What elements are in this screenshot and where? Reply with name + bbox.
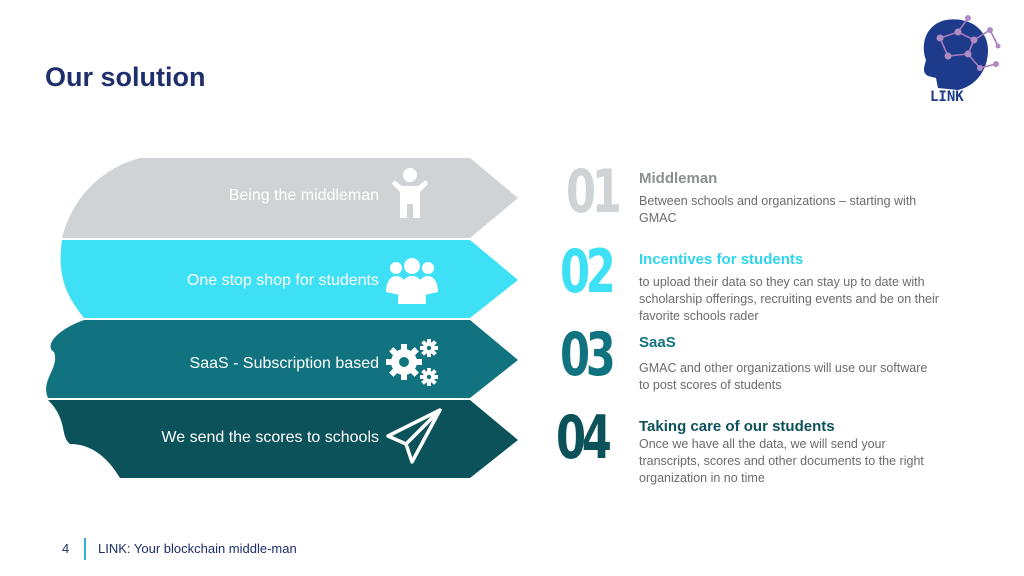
item-body: Between schools and organizations – starting with GMAC [639, 194, 917, 225]
item-heading: Incentives for students [639, 251, 804, 268]
logo-text: LINK [930, 89, 964, 105]
item-body: GMAC and other organizations will use our software to post scores of students [639, 361, 928, 392]
footer-text: LINK: Your blockchain middle-man [98, 541, 297, 556]
item-middleman [639, 170, 939, 227]
item-body: Once we have all the data, we will send your transcripts, scores and other documents to the right organization in no time [639, 437, 924, 485]
item-saas [639, 334, 939, 394]
page-number: 4 [62, 541, 70, 556]
band-1-label: Being the middleman [228, 187, 379, 204]
footer-divider [84, 538, 86, 560]
band-3-label: SaaS - Subscription based [189, 355, 379, 372]
item-heading: Taking care of our students [639, 418, 835, 435]
item-body: to upload their data so they can stay up to date with scholarship offerings, recruiting events and be on their favorite schools rader [639, 275, 939, 323]
number-01: 01 [566, 157, 618, 227]
item-heading: SaaS [639, 334, 676, 351]
item-heading: Middleman [639, 170, 718, 187]
band-4-label: We send the scores to schools [161, 429, 379, 446]
number-02: 02 [560, 237, 612, 307]
number-04: 04 [556, 403, 608, 473]
item-taking-care [639, 418, 939, 487]
item-incentives [639, 251, 939, 325]
slide-title: Our solution [45, 62, 206, 92]
number-03: 03 [560, 320, 612, 390]
band-2-label: One stop shop for students [186, 272, 379, 289]
